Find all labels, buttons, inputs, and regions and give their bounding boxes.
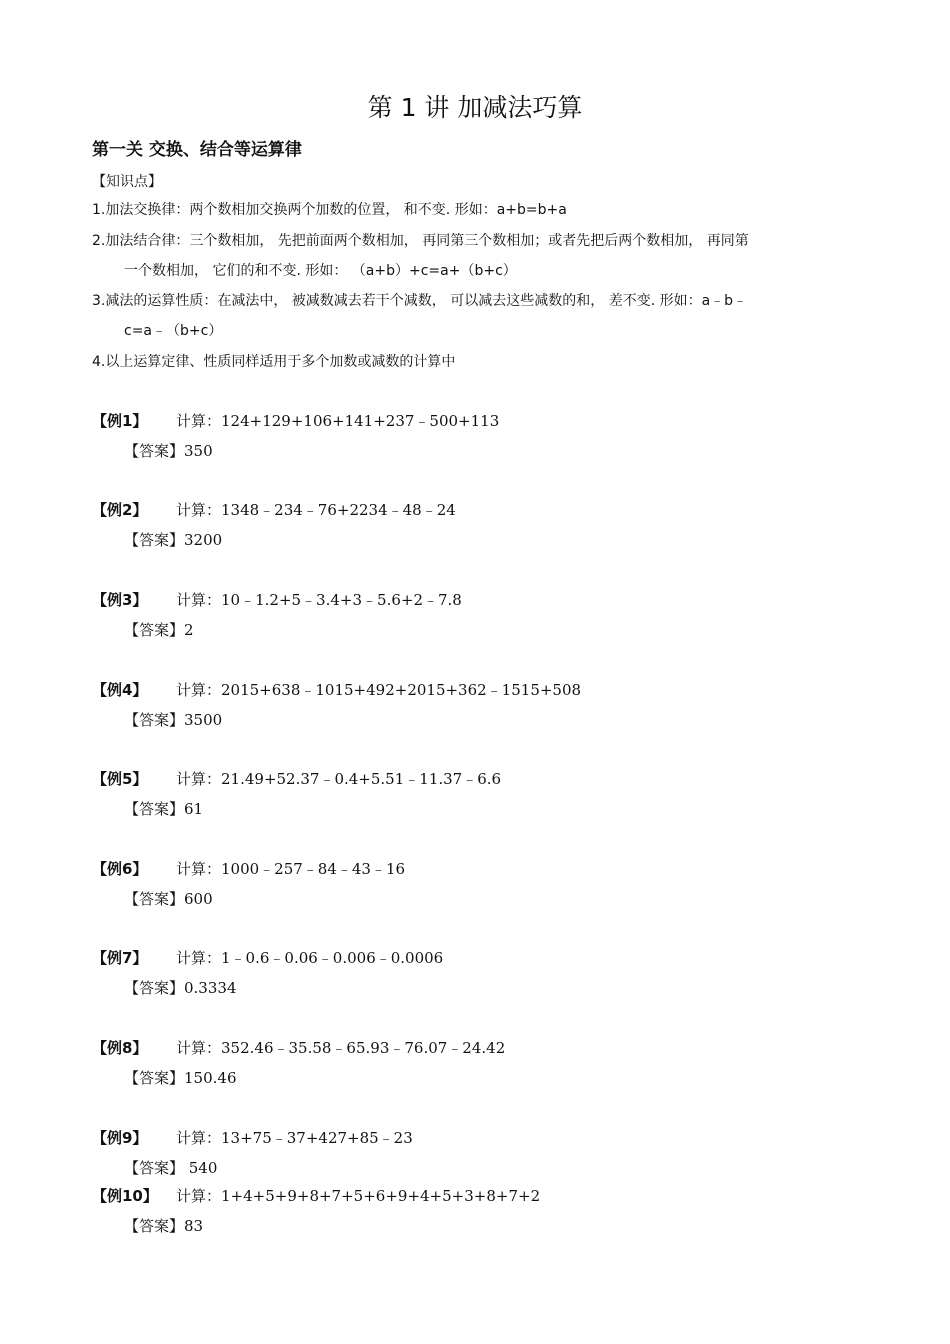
example-question: 计算：2015+638﹣1015+492+2015+362﹣1515+508 bbox=[176, 681, 582, 699]
knowledge-line: 3.减法的运算性质：在减法中， 被减数减去若干个减数， 可以减去这些减数的和， 差不变. 形如：a﹣b﹣ bbox=[92, 293, 748, 309]
example-question: 计算：124+129+106+141+237﹣500+113 bbox=[176, 412, 500, 430]
example-question: 计算：1﹣0.6﹣0.06﹣0.006﹣0.0006 bbox=[176, 949, 444, 967]
example-block bbox=[92, 680, 892, 740]
example-answer: 【答案】350 bbox=[124, 442, 213, 460]
example-block bbox=[92, 411, 892, 471]
example-question: 计算：352.46﹣35.58﹣65.93﹣76.07﹣24.42 bbox=[176, 1039, 506, 1057]
example-question: 计算：1+4+5+9+8+7+5+6+9+4+5+3+8+7+2 bbox=[176, 1187, 541, 1205]
example-label: 【例4】 bbox=[92, 681, 148, 699]
example-answer: 【答案】2 bbox=[124, 621, 194, 639]
example-answer: 【答案】3500 bbox=[124, 711, 223, 729]
example-block bbox=[92, 500, 892, 560]
example-question: 计算：10﹣1.2+5﹣3.4+3﹣5.6+2﹣7.8 bbox=[176, 591, 462, 609]
example-answer: 【答案】61 bbox=[124, 800, 204, 818]
knowledge-item bbox=[92, 195, 862, 225]
example-answer: 【答案】0.3334 bbox=[124, 979, 237, 997]
page-title: 第 1 讲 加减法巧算 bbox=[367, 93, 583, 122]
knowledge-line: 1.加法交换律：两个数相加交换两个加数的位置， 和不变. 形如：a+b=b+a bbox=[92, 202, 567, 218]
example-question: 计算：1348﹣234﹣76+2234﹣48﹣24 bbox=[176, 501, 456, 519]
example-answer: 【答案】600 bbox=[124, 890, 213, 908]
knowledge-line: 2.加法结合律：三个数相加， 先把前面两个数相加， 再同第三个数相加；或者先把后两个数相加， 再同第 bbox=[92, 233, 749, 249]
example-label: 【例2】 bbox=[92, 501, 148, 519]
example-question: 计算：1000﹣257﹣84﹣43﹣16 bbox=[176, 860, 406, 878]
example-label: 【例5】 bbox=[92, 770, 148, 788]
knowledge-line: 4.以上运算定律、性质同样适用于多个加数或减数的计算中 bbox=[92, 354, 456, 370]
knowledge-item bbox=[92, 226, 862, 286]
example-block bbox=[92, 1128, 892, 1188]
example-block bbox=[92, 1038, 892, 1098]
section-title: 第一关 交换、结合等运算律 bbox=[92, 140, 302, 160]
example-label: 【例8】 bbox=[92, 1039, 148, 1057]
example-block bbox=[92, 948, 892, 1008]
example-label: 【例3】 bbox=[92, 591, 148, 609]
example-label: 【例9】 bbox=[92, 1129, 148, 1147]
knowledge-item bbox=[92, 286, 862, 346]
example-label: 【例1】 bbox=[92, 412, 148, 430]
example-block bbox=[92, 590, 892, 650]
example-answer: 【答案】83 bbox=[124, 1217, 204, 1235]
example-label: 【例7】 bbox=[92, 949, 148, 967]
example-answer: 【答案】150.46 bbox=[124, 1069, 237, 1087]
knowledge-line-continued: 一个数相加， 它们的和不变. 形如： （a+b）+c=a+（b+c） bbox=[124, 263, 517, 279]
example-block bbox=[92, 769, 892, 829]
example-label: 【例6】 bbox=[92, 860, 148, 878]
example-label: 【例10】 bbox=[92, 1187, 158, 1205]
knowledge-line-continued: c=a﹣（b+c） bbox=[124, 323, 223, 339]
example-answer: 【答案】3200 bbox=[124, 531, 223, 549]
example-answer: 【答案】 540 bbox=[124, 1159, 218, 1177]
example-block bbox=[92, 1186, 892, 1246]
example-block bbox=[92, 859, 892, 919]
knowledge-item bbox=[92, 347, 862, 377]
example-question: 计算：21.49+52.37﹣0.4+5.51﹣11.37﹣6.6 bbox=[176, 770, 502, 788]
example-question: 计算：13+75﹣37+427+85﹣23 bbox=[176, 1129, 413, 1147]
knowledge-header: 【知识点】 bbox=[92, 174, 162, 190]
